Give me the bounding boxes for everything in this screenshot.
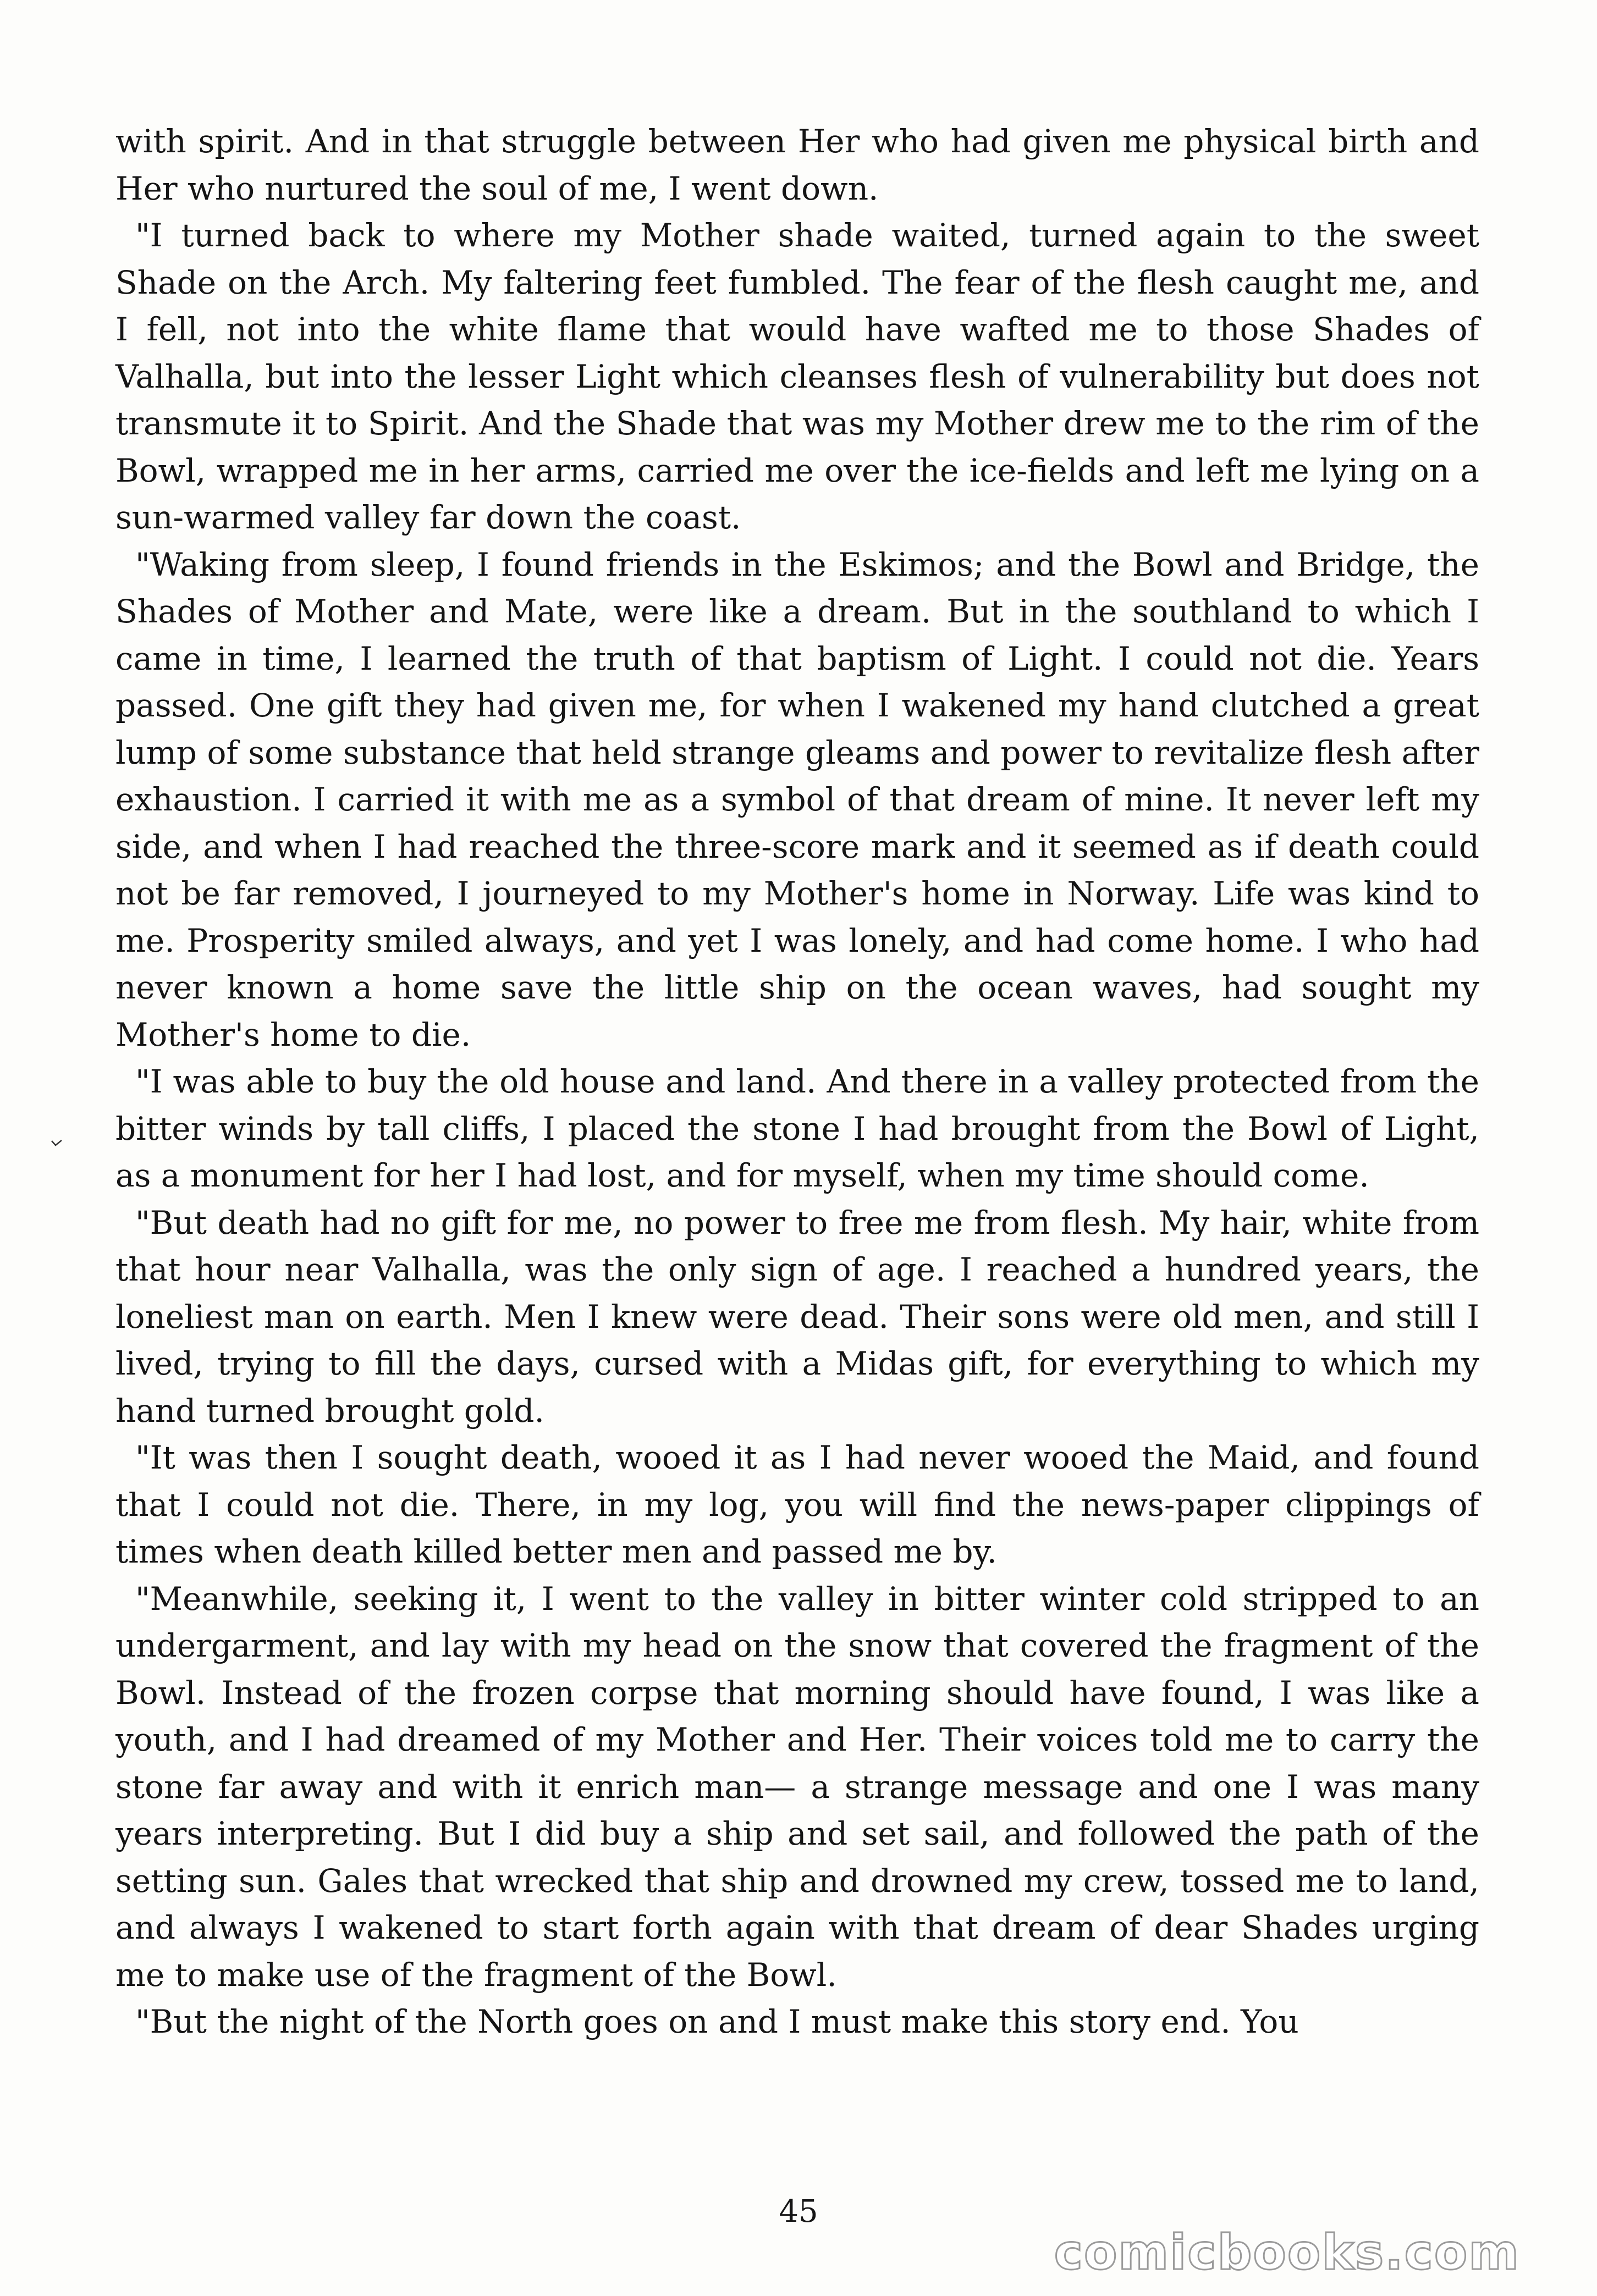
watermark-logo: comicbooks.com xyxy=(1054,2224,1520,2281)
paragraph-4: "I was able to buy the old house and land. And there in a valley protected from the bitter winds by tall cliffs, I placed the stone I had brought from the Bowl of Light, as a monument for her I had lost, and for myself, when my time should come. xyxy=(115,1063,1479,1194)
paragraph-3: "Waking from sleep, I found friends in the Eskimos; and the Bowl and Bridge, the Shades of Mother and Mate, were like a dream. But in the southland to which I came in time, I learned the truth of that baptism of Light. I could not die. Years passed. One gift they had given me, for when I wakened my hand clutched a great lump of some substance that held strange gleams and power to revitalize flesh after exhaustion. I carried it with me as a symbol of that dream of mine. It never left my side, and when I had reached the three-score mark and it seemed as if death could not be far removed, I journeyed to my Mother's home in Norway. Life was kind to me. Prosperity smiled always, and yet I was lonely, and had come home. I who had never known a home save the little ship on the ocean waves, had sought my Mother's home to die. xyxy=(115,545,1479,1053)
paragraph-6: "It was then I sought death, wooed it as I had never wooed the Maid, and found that I could not die. There, in my log, you will find the news-paper clippings of times when death killed better men and passed me by. xyxy=(115,1439,1479,1570)
page-number: 45 xyxy=(779,2194,818,2229)
paragraph-2: "I turned back to where my Mother shade waited, turned again to the sweet Shade on the Arch. My faltering feet fumbled. The fear of the flesh caught me, and I fell, not into the white flame that would have wafted me to those Shades of Valhalla, but into the lesser Light which cleanses flesh of vulnerability but does not transmute it to Spirit. And the Shade that was my Mother drew me to the rim of the Bowl, wrapped me in her arms, carried me over the ice-fields and left me lying on a sun-warmed valley far down the coast. xyxy=(115,217,1479,536)
paragraph-1: with spirit. And in that struggle between Her who had given me physical birth and Her who nurtured the soul of me, I went down. xyxy=(115,123,1479,207)
body-text xyxy=(115,118,1479,2046)
paragraph-7: "Meanwhile, seeking it, I went to the valley in bitter winter cold stripped to an undergarment, and lay with my head on the snow that covered the fragment of the Bowl. Instead of the frozen corpse that morning should have found, I was like a youth, and I had dreamed of my Mother and Her. Their voices told me to carry the stone far away and with it enrich man— a strange message and one I was many years interpreting. But I did buy a ship and set sail, and followed the path of the setting sun. Gales that wrecked that ship and drowned my crew, tossed me to land, and always I wakened to start forth again with that dream of dear Shades urging me to make use of the fragment of the Bowl. xyxy=(115,1580,1479,1994)
paragraph-8: "But the night of the North goes on and I must make this story end. You xyxy=(135,2003,1299,2040)
margin-mark-icon xyxy=(51,1139,63,1147)
paragraph-5: "But death had no gift for me, no power to free me from flesh. My hair, white from that hour near Valhalla, was the only sign of age. I reached a hundred years, the loneliest man on earth. Men I knew were dead. Their sons were old men, and still I lived, trying to fill the days, cursed with a Midas gift, for everything to which my hand turned brought gold. xyxy=(115,1204,1479,1430)
